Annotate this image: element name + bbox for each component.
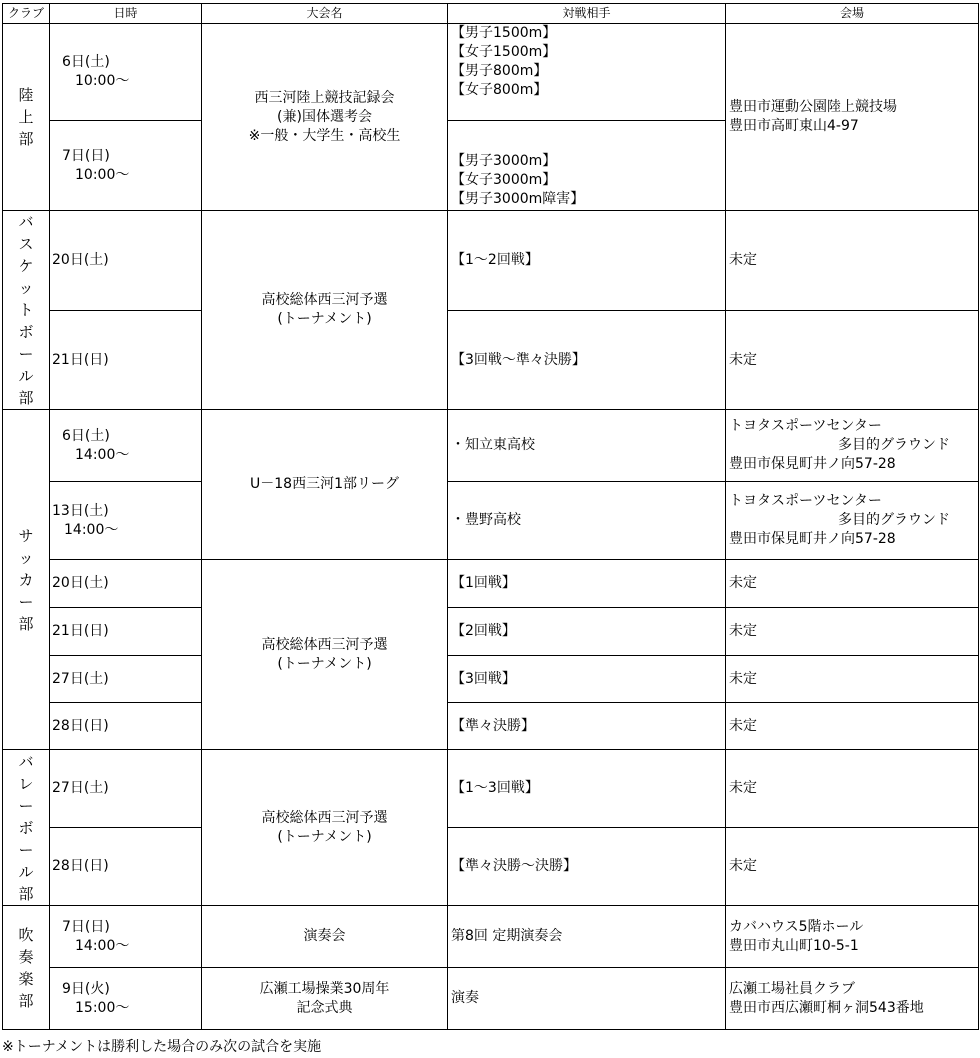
- datetime-cell: 27日(土): [50, 656, 202, 703]
- tournament-cell: 広瀬工場操業30周年 記念式典: [202, 968, 448, 1030]
- venue-cell: 未定: [726, 703, 979, 750]
- table-row: [3, 703, 979, 750]
- opponent-cell: 【準々決勝】: [448, 703, 726, 750]
- tournament-cell: 高校総体西三河予選 (トーナメント): [202, 211, 448, 410]
- datetime-cell: 21日(日): [50, 311, 202, 410]
- datetime-cell: 21日(日): [50, 608, 202, 656]
- datetime-cell: 7日(日) 10:00～: [50, 121, 202, 211]
- header-row: [3, 4, 979, 24]
- venue-cell: 広瀬工場社員クラブ 豊田市西広瀬町桐ヶ洞543番地: [726, 968, 979, 1030]
- opponent-cell: 【男子1500m】 【女子1500m】 【男子800m】 【女子800m】: [448, 24, 726, 121]
- club-band: 吹奏楽部: [3, 906, 50, 1030]
- venue-cell: 未定: [726, 211, 979, 311]
- table-row: [3, 656, 979, 703]
- tournament-cell: 高校総体西三河予選 (トーナメント): [202, 750, 448, 906]
- tournament-cell: 高校総体西三河予選 (トーナメント): [202, 560, 448, 750]
- table-row: [3, 968, 979, 1030]
- opponent-cell: 【1～3回戦】: [448, 750, 726, 828]
- table-row: [3, 750, 979, 828]
- opponent-cell: 【1回戦】: [448, 560, 726, 608]
- club-track: 陸上部: [3, 24, 50, 211]
- header-venue: 会場: [726, 4, 979, 24]
- table-row: [3, 828, 979, 906]
- header-club: クラブ: [3, 4, 50, 24]
- datetime-cell: 20日(土): [50, 560, 202, 608]
- table-row: [3, 560, 979, 608]
- venue-cell: 豊田市運動公園陸上競技場 豊田市高町東山4-97: [726, 24, 979, 211]
- header-tournament: 大会名: [202, 4, 448, 24]
- club-basketball: バスケットボール部: [3, 211, 50, 410]
- opponent-cell: 【準々決勝～決勝】: [448, 828, 726, 906]
- opponent-cell: 【1～2回戦】: [448, 211, 726, 311]
- club-volleyball: バレーボール部: [3, 750, 50, 906]
- opponent-cell: 【2回戦】: [448, 608, 726, 656]
- venue-cell: 未定: [726, 828, 979, 906]
- datetime-cell: 20日(土): [50, 211, 202, 311]
- table-row: [3, 906, 979, 968]
- venue-cell: トヨタスポーツセンター 多目的グラウンド 豊田市保見町井ノ向57-28: [726, 482, 979, 560]
- tournament-cell: 西三河陸上競技記録会 (兼)国体選考会 ※一般・大学生・高校生: [202, 24, 448, 211]
- tournament-cell: U－18西三河1部リーグ: [202, 410, 448, 560]
- venue-cell: 未定: [726, 656, 979, 703]
- datetime-cell: 13日(土) 14:00～: [50, 482, 202, 560]
- opponent-cell: 【3回戦～準々決勝】: [448, 311, 726, 410]
- table-row: [3, 211, 979, 311]
- datetime-cell: 6日(土) 14:00～: [50, 410, 202, 482]
- opponent-cell: 【男子3000m】 【女子3000m】 【男子3000m障害】: [448, 121, 726, 211]
- schedule-table: [2, 3, 979, 1030]
- venue-cell: トヨタスポーツセンター 多目的グラウンド 豊田市保見町井ノ向57-28: [726, 410, 979, 482]
- datetime-cell: 9日(火) 15:00～: [50, 968, 202, 1030]
- table-row: [3, 608, 979, 656]
- datetime-cell: 7日(日) 14:00～: [50, 906, 202, 968]
- datetime-cell: 28日(日): [50, 828, 202, 906]
- opponent-cell: 第8回 定期演奏会: [448, 906, 726, 968]
- venue-cell: 未定: [726, 311, 979, 410]
- datetime-cell: 27日(土): [50, 750, 202, 828]
- table-row: [3, 311, 979, 410]
- opponent-cell: 演奏: [448, 968, 726, 1030]
- datetime-cell: 28日(日): [50, 703, 202, 750]
- opponent-cell: ・豊野高校: [448, 482, 726, 560]
- header-datetime: 日時: [50, 4, 202, 24]
- opponent-cell: ・知立東高校: [448, 410, 726, 482]
- tournament-cell: 演奏会: [202, 906, 448, 968]
- table-row: [3, 410, 979, 482]
- footnote: ※トーナメントは勝利した場合のみ次の試合を実施: [2, 1039, 322, 1055]
- opponent-cell: 【3回戦】: [448, 656, 726, 703]
- venue-cell: カバハウス5階ホール 豊田市丸山町10-5-1: [726, 906, 979, 968]
- venue-cell: 未定: [726, 608, 979, 656]
- datetime-cell: 6日(土) 10:00～: [50, 24, 202, 121]
- header-opponent: 対戦相手: [448, 4, 726, 24]
- club-soccer: サッカー部: [3, 410, 50, 750]
- table-row: [3, 482, 979, 560]
- venue-cell: 未定: [726, 750, 979, 828]
- venue-cell: 未定: [726, 560, 979, 608]
- table-row: [3, 24, 979, 121]
